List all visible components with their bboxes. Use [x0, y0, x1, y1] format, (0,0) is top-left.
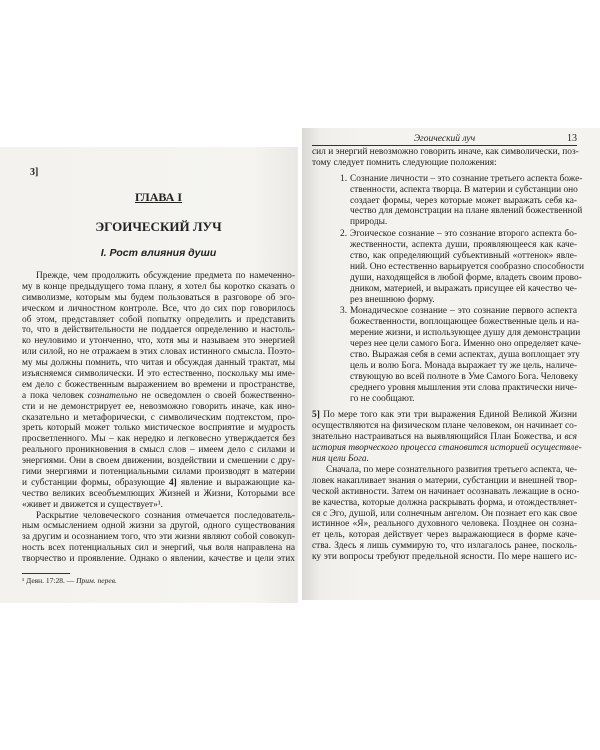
- text-segment: не осведомлен о своей божественно-: [137, 390, 295, 401]
- text-segment: ся с Эго, душой, или солнечным ангелом. Он познает его как свое: [312, 508, 577, 519]
- text-segment: Раскрытие человеческого сознания отмечается последователь-: [36, 510, 295, 521]
- text-line: [22, 369, 295, 380]
- text-segment: реального проникновения в смысл слов – имеем дело с силами и: [22, 445, 295, 456]
- text-line: [22, 413, 295, 424]
- text-line: [350, 217, 577, 228]
- text-line: [350, 317, 580, 328]
- text-segment: ность всех потенциальных сил и энергий, чья воля направлена на: [22, 543, 295, 554]
- text-segment: и субстанции формы, образующие: [22, 477, 169, 488]
- footnote: [22, 576, 117, 585]
- text-line: [22, 467, 295, 478]
- text-line: [22, 271, 295, 282]
- text-segment: ко неуловимо и утонченно, что, хотя мы и называем это энергией: [22, 336, 295, 347]
- text-segment: за другим и осознанием того, что эти жизни являют собой совокуп-: [22, 532, 295, 543]
- text-segment: ствующую во всей полноте в Уме Самого Бога. Человеку: [350, 371, 579, 382]
- text-line: [22, 434, 295, 445]
- text-segment: изъясняемся символически. И это естественно, поскольку мы име-: [22, 369, 295, 380]
- text-line: [350, 284, 577, 295]
- text-segment: Монадическое сознание – это сознание первого аспекта: [350, 306, 577, 317]
- text-line: [350, 372, 577, 383]
- text-segment: энергиями. Они в своем движении, воздействии и смешении с дру-: [22, 456, 295, 467]
- text-line: [22, 282, 295, 293]
- left-body-text: [22, 271, 295, 565]
- numbered-list-item: [312, 306, 582, 404]
- page-break-marker: 4]: [168, 477, 177, 488]
- text-line: [350, 328, 581, 339]
- text-segment: По мере того как эти три выражения Единой Великой Жизни: [319, 410, 577, 421]
- text-line: [22, 391, 295, 402]
- italic-text: сознательно: [87, 390, 138, 401]
- text-line: [312, 541, 577, 552]
- text-line: [350, 229, 577, 240]
- right-body-text: [312, 147, 585, 563]
- text-segment: ственности, аспекта творца. В материи и субстанции оно: [350, 184, 578, 195]
- text-segment: просветленного. Мы – как нередко и легковесно утверждается без: [22, 434, 295, 445]
- paragraph: [312, 410, 582, 465]
- text-line: [312, 432, 577, 443]
- text-segment: через нее цели самого Бога. Именно оно определяет каче-: [350, 339, 582, 350]
- text-line: [22, 293, 295, 304]
- text-line: [312, 443, 582, 454]
- text-line: [312, 530, 577, 541]
- numbered-list-item: [312, 173, 583, 228]
- text-line: [312, 498, 577, 509]
- text-segment: истинное «Я», реального духовного человека. Позднее он созна-: [312, 519, 577, 530]
- text-line: [350, 394, 577, 405]
- text-segment: ем дело с божественным выражением во времени и пространстве,: [22, 379, 295, 390]
- text-segment: знательно настраиваться на выявляющийся План Божества, и: [312, 432, 565, 443]
- text-segment: чество для демонстрации на плане явлений божественной: [350, 206, 583, 217]
- text-segment: а пока человек: [22, 390, 88, 401]
- text-segment: го не сообщают.: [350, 393, 415, 404]
- text-line: [22, 532, 295, 543]
- page-break-marker: 5]: [312, 410, 320, 421]
- text-line: [22, 423, 295, 434]
- text-segment: тому следует помнить следующие положения:: [312, 157, 497, 168]
- text-line: [312, 454, 577, 465]
- paragraph: [312, 147, 577, 169]
- text-segment: символизме, которым мы будем пользоваться в разговоре об эго-: [22, 292, 295, 303]
- text-line: [312, 421, 577, 432]
- text-line: [22, 511, 295, 522]
- text-segment: ство. Выражая себя в семи аспектах, душа воплощает эту: [350, 350, 580, 361]
- text-segment: мерение жизни, и использующее душу для демонстрации: [350, 328, 581, 339]
- text-segment: творчество и проявление. Однако о явлении, качестве и цели этих: [22, 554, 295, 565]
- text-line: [350, 361, 577, 372]
- text-segment: Сознание личности – это сознание третьего аспекта боже-: [350, 173, 583, 184]
- text-segment: природы.: [350, 217, 388, 228]
- text-segment: то, что в действительности не поддается определению и настоль-: [22, 325, 295, 336]
- text-line: [312, 410, 577, 421]
- text-segment: рез внешнюю форму.: [350, 294, 435, 305]
- text-line: [22, 554, 295, 565]
- text-line: [22, 478, 295, 489]
- text-line: [22, 304, 295, 315]
- text-line: [350, 306, 577, 317]
- text-line: [350, 261, 585, 273]
- text-line: [350, 251, 577, 262]
- text-segment: об этом, представляет собой попытку определить и представить: [22, 314, 295, 325]
- text-line: [312, 158, 577, 169]
- text-segment: Сначала, по мере сознательного развития третьего аспекта, че-: [326, 464, 577, 475]
- text-segment: сти и не демонстрирует ее, невозможно говорить иначе, как ино-: [22, 401, 295, 412]
- italic-text: вся: [564, 432, 577, 443]
- text-segment: Прежде, чем продолжить обсуждение предмета по намеченно-: [36, 271, 295, 281]
- italic-text: ния цели Бога.: [312, 454, 369, 465]
- text-segment: гими энергиями и потенциальными силами производят в материи: [22, 467, 295, 478]
- text-line: [312, 509, 577, 520]
- text-segment: му мы должны помнить, что читая и обсуждая данный трактат, мы: [22, 358, 295, 369]
- text-line: [22, 315, 295, 326]
- text-line: [350, 206, 583, 217]
- text-line: [350, 196, 577, 207]
- text-line: [22, 456, 295, 467]
- footnote-rule: [22, 573, 70, 574]
- text-segment: «живет и движется и существует»¹.: [22, 499, 163, 510]
- text-line: [312, 147, 577, 158]
- text-segment: ку эти вопросы требуют предельной ясности. По мере нашего ис-: [312, 552, 577, 563]
- text-line: [22, 358, 295, 369]
- text-line: [22, 325, 295, 336]
- text-line: [350, 350, 580, 361]
- text-line: [312, 552, 577, 563]
- paragraph: [22, 511, 295, 565]
- text-line: [350, 272, 582, 284]
- italic-text: история творческого процесса становится историей осуществле-: [312, 443, 582, 454]
- text-segment: ическом и личностном контроле. Все, что до сих пор говорилось: [22, 303, 295, 314]
- text-segment: явление и выражающие ка-: [176, 477, 295, 488]
- text-segment: му в конце предыдущего тома плану, я хотел бы коротко сказать о: [22, 281, 295, 292]
- header-rule: [312, 145, 577, 146]
- text-line: [22, 336, 295, 347]
- text-line: [22, 500, 295, 511]
- list-number: 2.: [340, 229, 348, 240]
- text-segment: осуществляются на физическом плане человеком, он начинает со-: [312, 421, 577, 432]
- text-line: [350, 173, 583, 185]
- text-line: [312, 476, 577, 487]
- text-segment: дником, материей, и выражать присущее ей качество че-: [350, 283, 577, 294]
- footnote-ref: ¹ Деян. 17:28. —: [22, 576, 77, 585]
- list-number: 1.: [340, 173, 348, 184]
- text-segment: ческой активности. Затем он начинает осознавать лежащие в осно-: [312, 486, 580, 497]
- running-head: Эгоический луч: [413, 134, 476, 144]
- text-segment: Эгоическое сознание – это сознание второго аспекта бо-: [350, 229, 577, 240]
- text-segment: божественности, воплощающее божественные цель и на-: [350, 317, 580, 328]
- list-number: 3.: [340, 306, 348, 317]
- page-marker: 3]: [30, 167, 39, 178]
- text-segment: ным осмыслением одной жизни за другой, одного существования: [22, 521, 295, 532]
- text-line: [22, 347, 295, 358]
- text-segment: ний. Оно естественно варьируется сообразно способности: [350, 261, 585, 272]
- page-number: 13: [567, 133, 577, 144]
- text-segment: сказательно и метафорически, с символическим подтекстом, про-: [22, 412, 295, 423]
- text-line: [350, 185, 577, 196]
- text-line: [312, 486, 580, 498]
- text-line: [312, 465, 577, 476]
- text-line: [22, 521, 295, 532]
- paragraph: [22, 271, 295, 511]
- text-segment: души, находящейся в любой форме, владеть своим прово-: [350, 272, 582, 283]
- text-line: [350, 339, 582, 350]
- text-segment: чество великих всеобъемлющих Жизней и Жизни, Которыми все: [22, 488, 295, 499]
- numbered-list-item: [312, 229, 585, 305]
- text-segment: ет цель, которая действует через выражающиеся в форме каче-: [312, 530, 577, 541]
- chapter-heading: ГЛАВА I: [134, 190, 182, 204]
- text-line: [22, 489, 295, 500]
- text-segment: зреть который может только мистическое восприятие и мудрость: [22, 423, 295, 434]
- text-line: [350, 240, 577, 251]
- text-line: [22, 402, 295, 413]
- footnote-note: Прим. перев.: [76, 576, 117, 585]
- text-segment: цель и волю Бога. Монада выражает ту же цель, наличе-: [350, 360, 577, 371]
- text-segment: ства. Здесь я лишь суммирую то, что излагалось ранее, посколь-: [312, 541, 577, 552]
- text-segment: ве качества, которые должна раскрывать форма, и отождествляет-: [312, 497, 577, 508]
- paragraph: [312, 464, 580, 563]
- text-line: [22, 543, 295, 554]
- text-segment: жественности, аспекта души, проявляющееся как каче-: [350, 240, 577, 251]
- text-segment: создает формы, через которые может выражать себя ка-: [350, 195, 577, 206]
- text-segment: или силой, но не отражаем в этих словах истинного смысла. Поэто-: [22, 347, 295, 358]
- text-line: [350, 295, 577, 306]
- text-segment: ловек накапливает знания о материи, субстанции и внешней твор-: [312, 475, 577, 486]
- text-segment: среднего уровня мышления эти слова практически ниче-: [350, 382, 578, 393]
- text-line: [350, 383, 577, 394]
- text-segment: сил и энергий невозможно говорить иначе, как символически, поз-: [312, 147, 579, 157]
- text-line: [22, 445, 295, 456]
- text-segment: ство, как определяющий субъективный «оттенок» явле-: [350, 251, 577, 262]
- text-line: [312, 519, 577, 530]
- chapter-title: ЭГОИЧЕСКИЙ ЛУЧ: [95, 219, 222, 234]
- text-line: [22, 380, 295, 391]
- section-subtitle: I. Рост влияния души: [100, 247, 217, 259]
